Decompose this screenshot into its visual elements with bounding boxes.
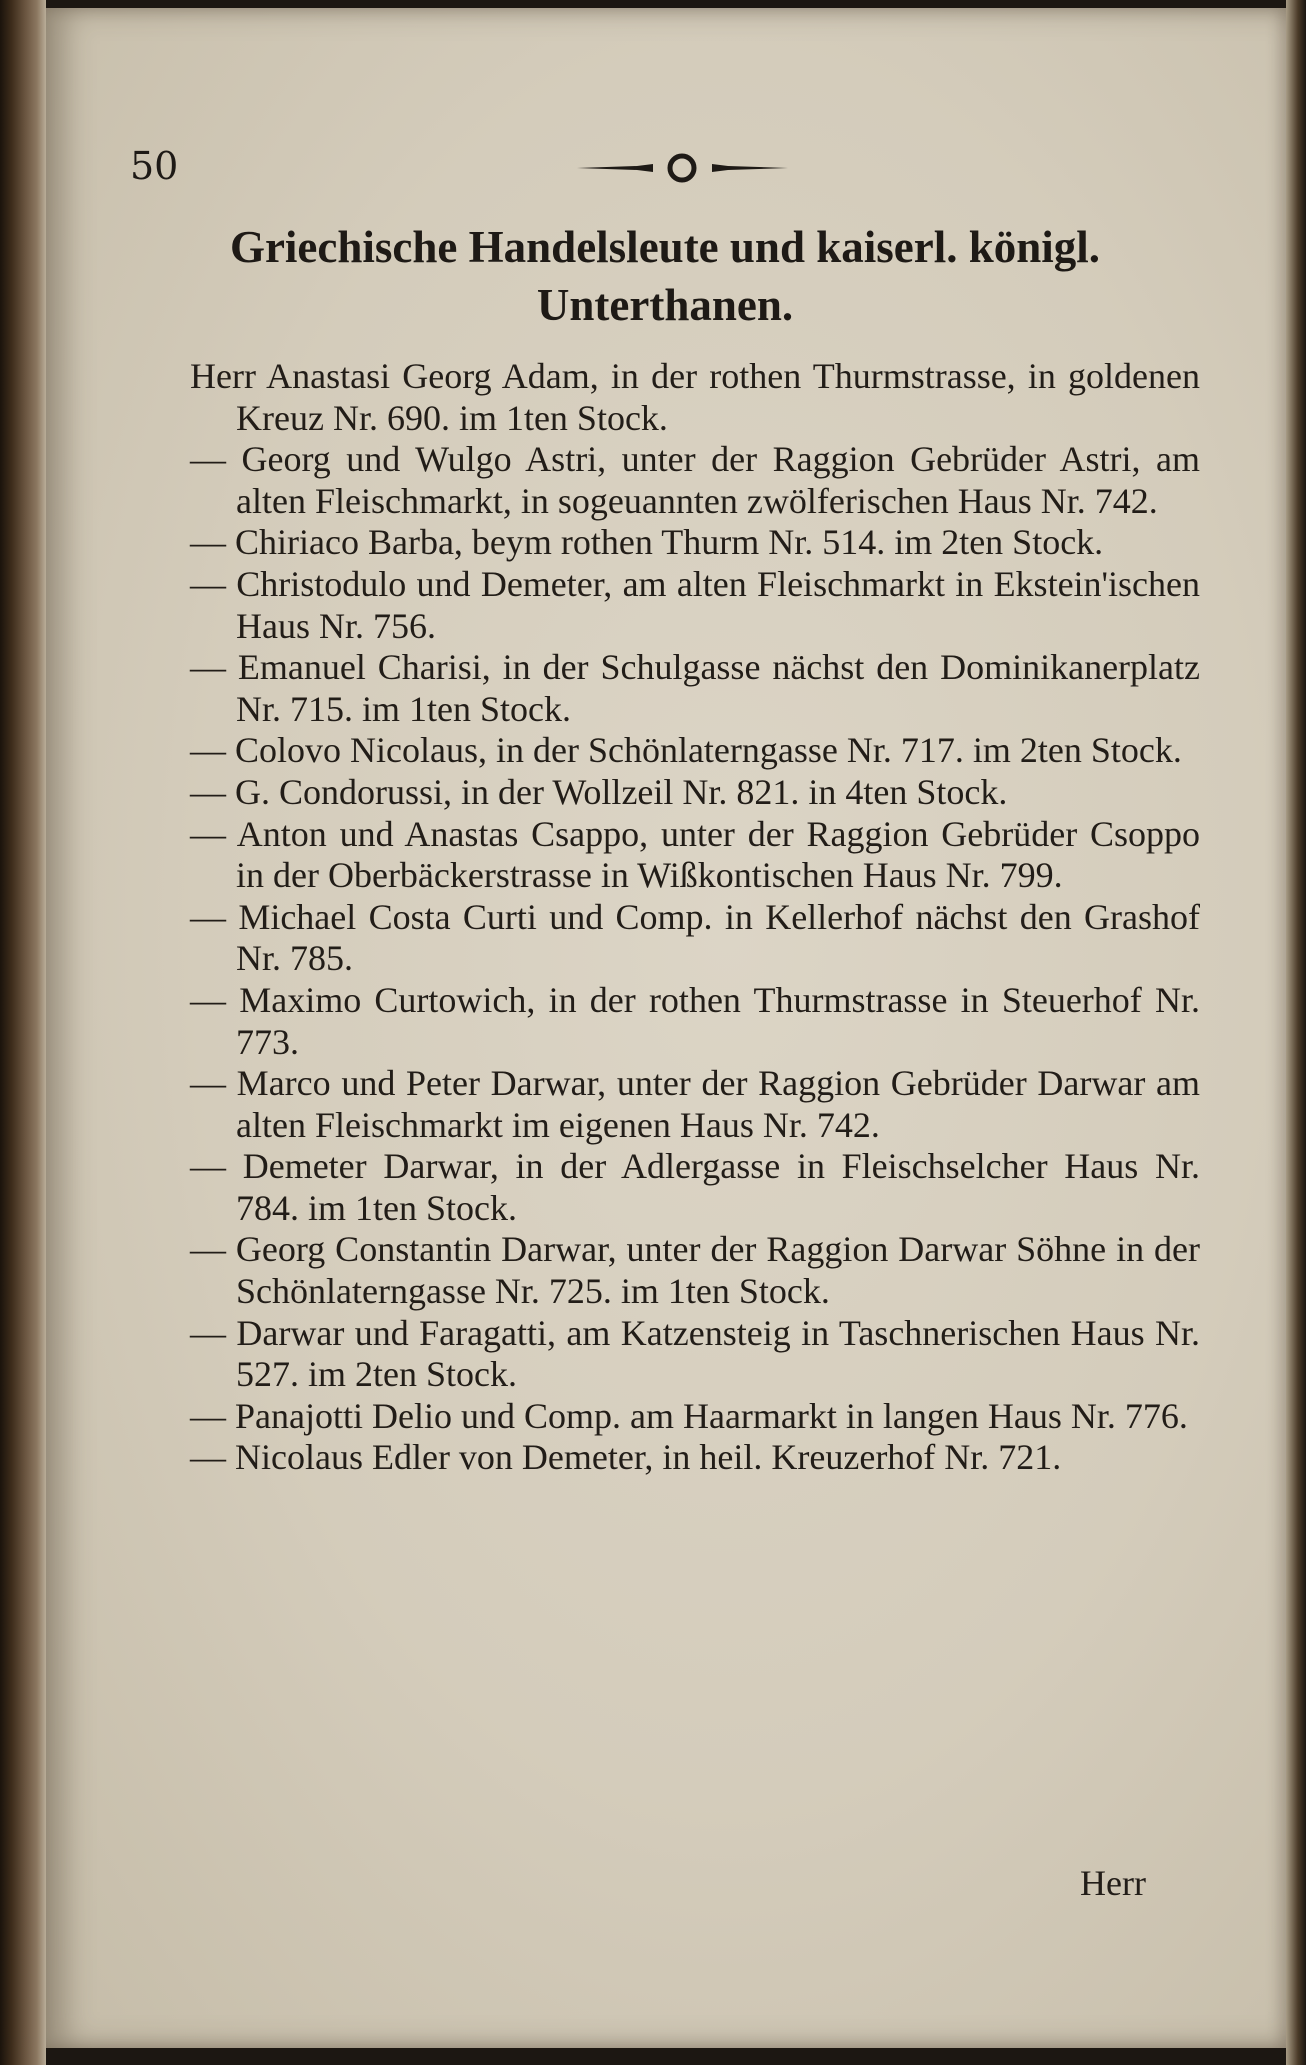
list-item: — Colovo Nicolaus, in der Schönlaterngasse Nr. 717. im 2ten Stock. [190, 730, 1182, 771]
list-item: — Anton und Anastas Csappo, unter der Raggion Gebrüder Csoppo in der Oberbäckerstrasse in Wißkontischen Haus Nr. 799. [190, 813, 1200, 896]
list-item: — Michael Costa Curti und Comp. in Kellerhof nächst den Grashof Nr. 785. [190, 896, 1200, 979]
list-item: — Georg Constantin Darwar, unter der Raggion Darwar Söhne in der Schönlaterngasse Nr. 725. im 1ten Stock. [190, 1229, 1200, 1312]
list-item: — Marco und Peter Darwar, unter der Raggion Gebrüder Darwar am alten Fleischmarkt im eigenen Haus Nr. 742. [190, 1063, 1200, 1145]
list-item: — Nicolaus Edler von Demeter, in heil. Kreuzerhof Nr. 721. [190, 1437, 1062, 1478]
list-item: — Panajotti Delio und Comp. am Haarmarkt in langen Haus Nr. 776. [190, 1395, 1188, 1436]
catchword: Herr [1080, 1863, 1146, 1903]
list-item: — Demeter Darwar, in der Adlergasse in Fleischselcher Haus Nr. 784. im 1ten Stock. [190, 1146, 1200, 1228]
list-item: Herr Anastasi Georg Adam, in der rothen Thurmstrasse, in goldenen Kreuz Nr. 690. im 1ten Stock. [190, 356, 1200, 438]
book-spine-edge [0, 0, 46, 2065]
page-number: 50 [130, 144, 179, 188]
list-item: — G. Condorussi, in der Wollzeil Nr. 821. in 4ten Stock. [190, 771, 1008, 812]
merchant-list [190, 356, 1200, 1479]
list-item: — Maximo Curtowich, in der rothen Thurmstrasse in Steuerhof Nr. 773. [190, 979, 1200, 1062]
page-title: Griechische Handelsleute und kaiserl. königl. Unterthanen. [229, 222, 1101, 330]
ornament-divider [575, 148, 790, 188]
list-item: — Emanuel Charisi, in der Schulgasse nächst den Dominikanerplatz Nr. 715. im 1ten Stock. [190, 647, 1200, 729]
list-item: — Georg und Wulgo Astri, unter der Raggion Gebrüder Astri, am alten Fleischmarkt, in sogeuannten zwölferischen Haus Nr. 742. [190, 439, 1200, 521]
page-fore-edge [1286, 0, 1306, 2065]
list-item: — Christodulo und Demeter, am alten Fleischmarkt in Ekstein'ischen Haus Nr. 756. [190, 563, 1200, 646]
list-item: — Chiriaco Barba, beym rothen Thurm Nr. 514. im 2ten Stock. [190, 522, 1104, 563]
list-item: — Darwar und Faragatti, am Katzensteig in Taschnerischen Haus Nr. 527. im 2ten Stock. [190, 1312, 1200, 1395]
